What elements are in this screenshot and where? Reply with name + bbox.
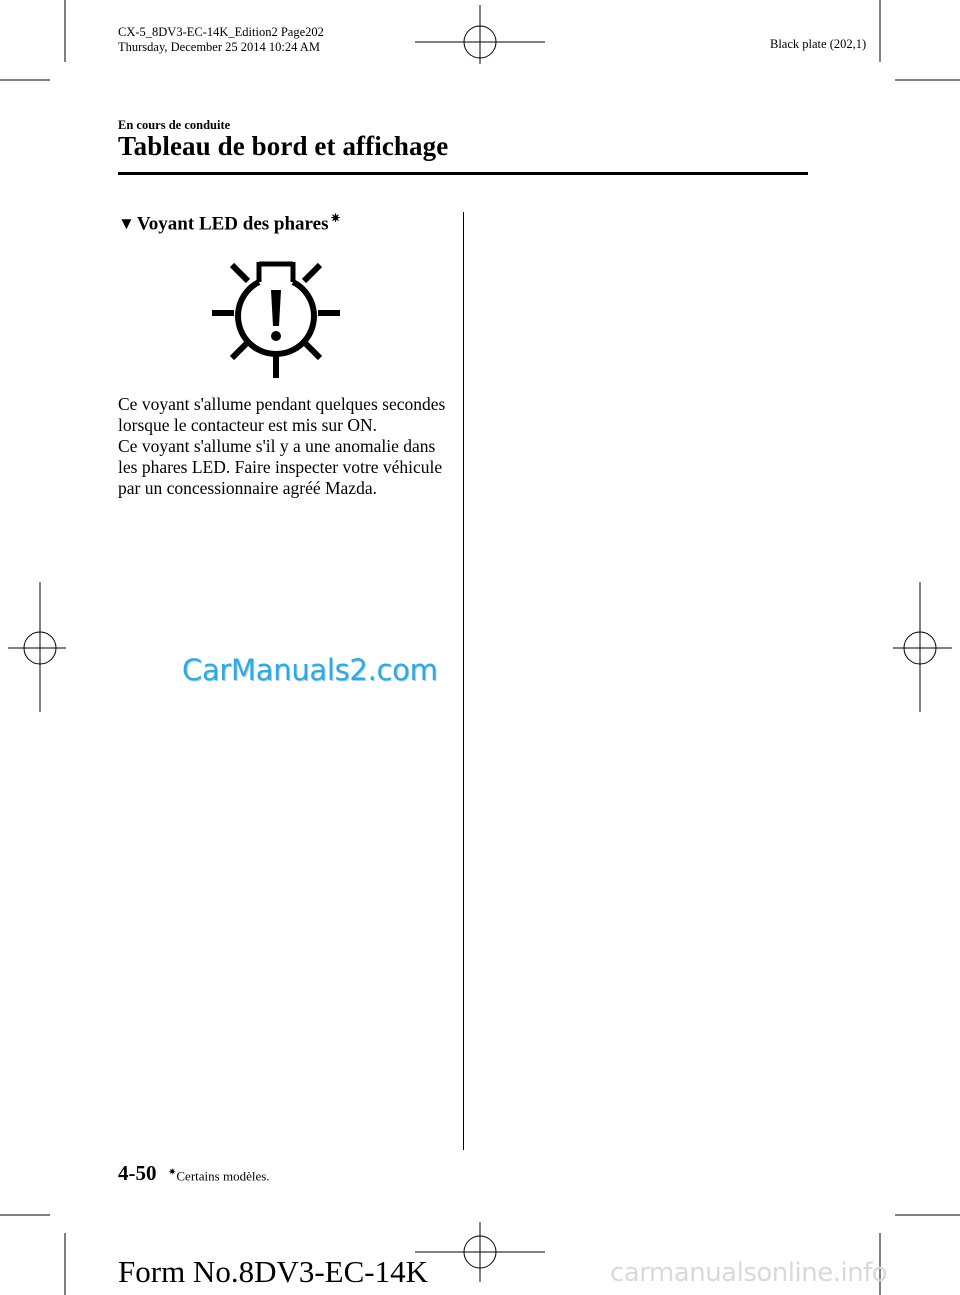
footnote-text: Certains modèles. <box>176 1168 270 1184</box>
form-number: Form No.8DV3-EC-14K <box>118 1254 428 1289</box>
plate-info: Black plate (202,1) <box>770 37 867 51</box>
date-line: Thursday, December 25 2014 10:24 AM <box>118 40 320 54</box>
footer-site-link[interactable]: carmanualsonline.info <box>610 1258 888 1288</box>
paragraph: Ce voyant s'allume s'il y a une anomalie dans les phares LED. Faire inspecter votre véhicule par un concessionnaire agréé Mazda. <box>118 436 443 498</box>
headlight-warning-icon <box>210 256 342 380</box>
section-label: En cours de conduite <box>118 118 231 132</box>
footnote <box>168 1167 270 1184</box>
file-info <box>118 25 324 55</box>
file-line: CX-5_8DV3-EC-14K_Edition2 Page202 <box>118 25 324 39</box>
page-number: 4-50 <box>118 1161 157 1185</box>
section-heading <box>118 211 341 235</box>
column-divider <box>463 212 464 1150</box>
body-text <box>118 394 458 499</box>
title-rule <box>118 172 808 175</box>
triangle-marker-icon: ▼ <box>118 214 135 234</box>
watermark-link[interactable]: CarManuals2.com <box>182 653 438 687</box>
page-title: Tableau de bord et affichage <box>118 131 449 161</box>
asterisk-icon: ✷ <box>330 211 341 225</box>
paragraph: Ce voyant s'allume pendant quelques secondes lorsque le contacteur est mis sur ON. <box>118 394 446 435</box>
asterisk-icon: ✷ <box>168 1167 177 1178</box>
heading-text: Voyant LED des phares <box>136 213 329 235</box>
